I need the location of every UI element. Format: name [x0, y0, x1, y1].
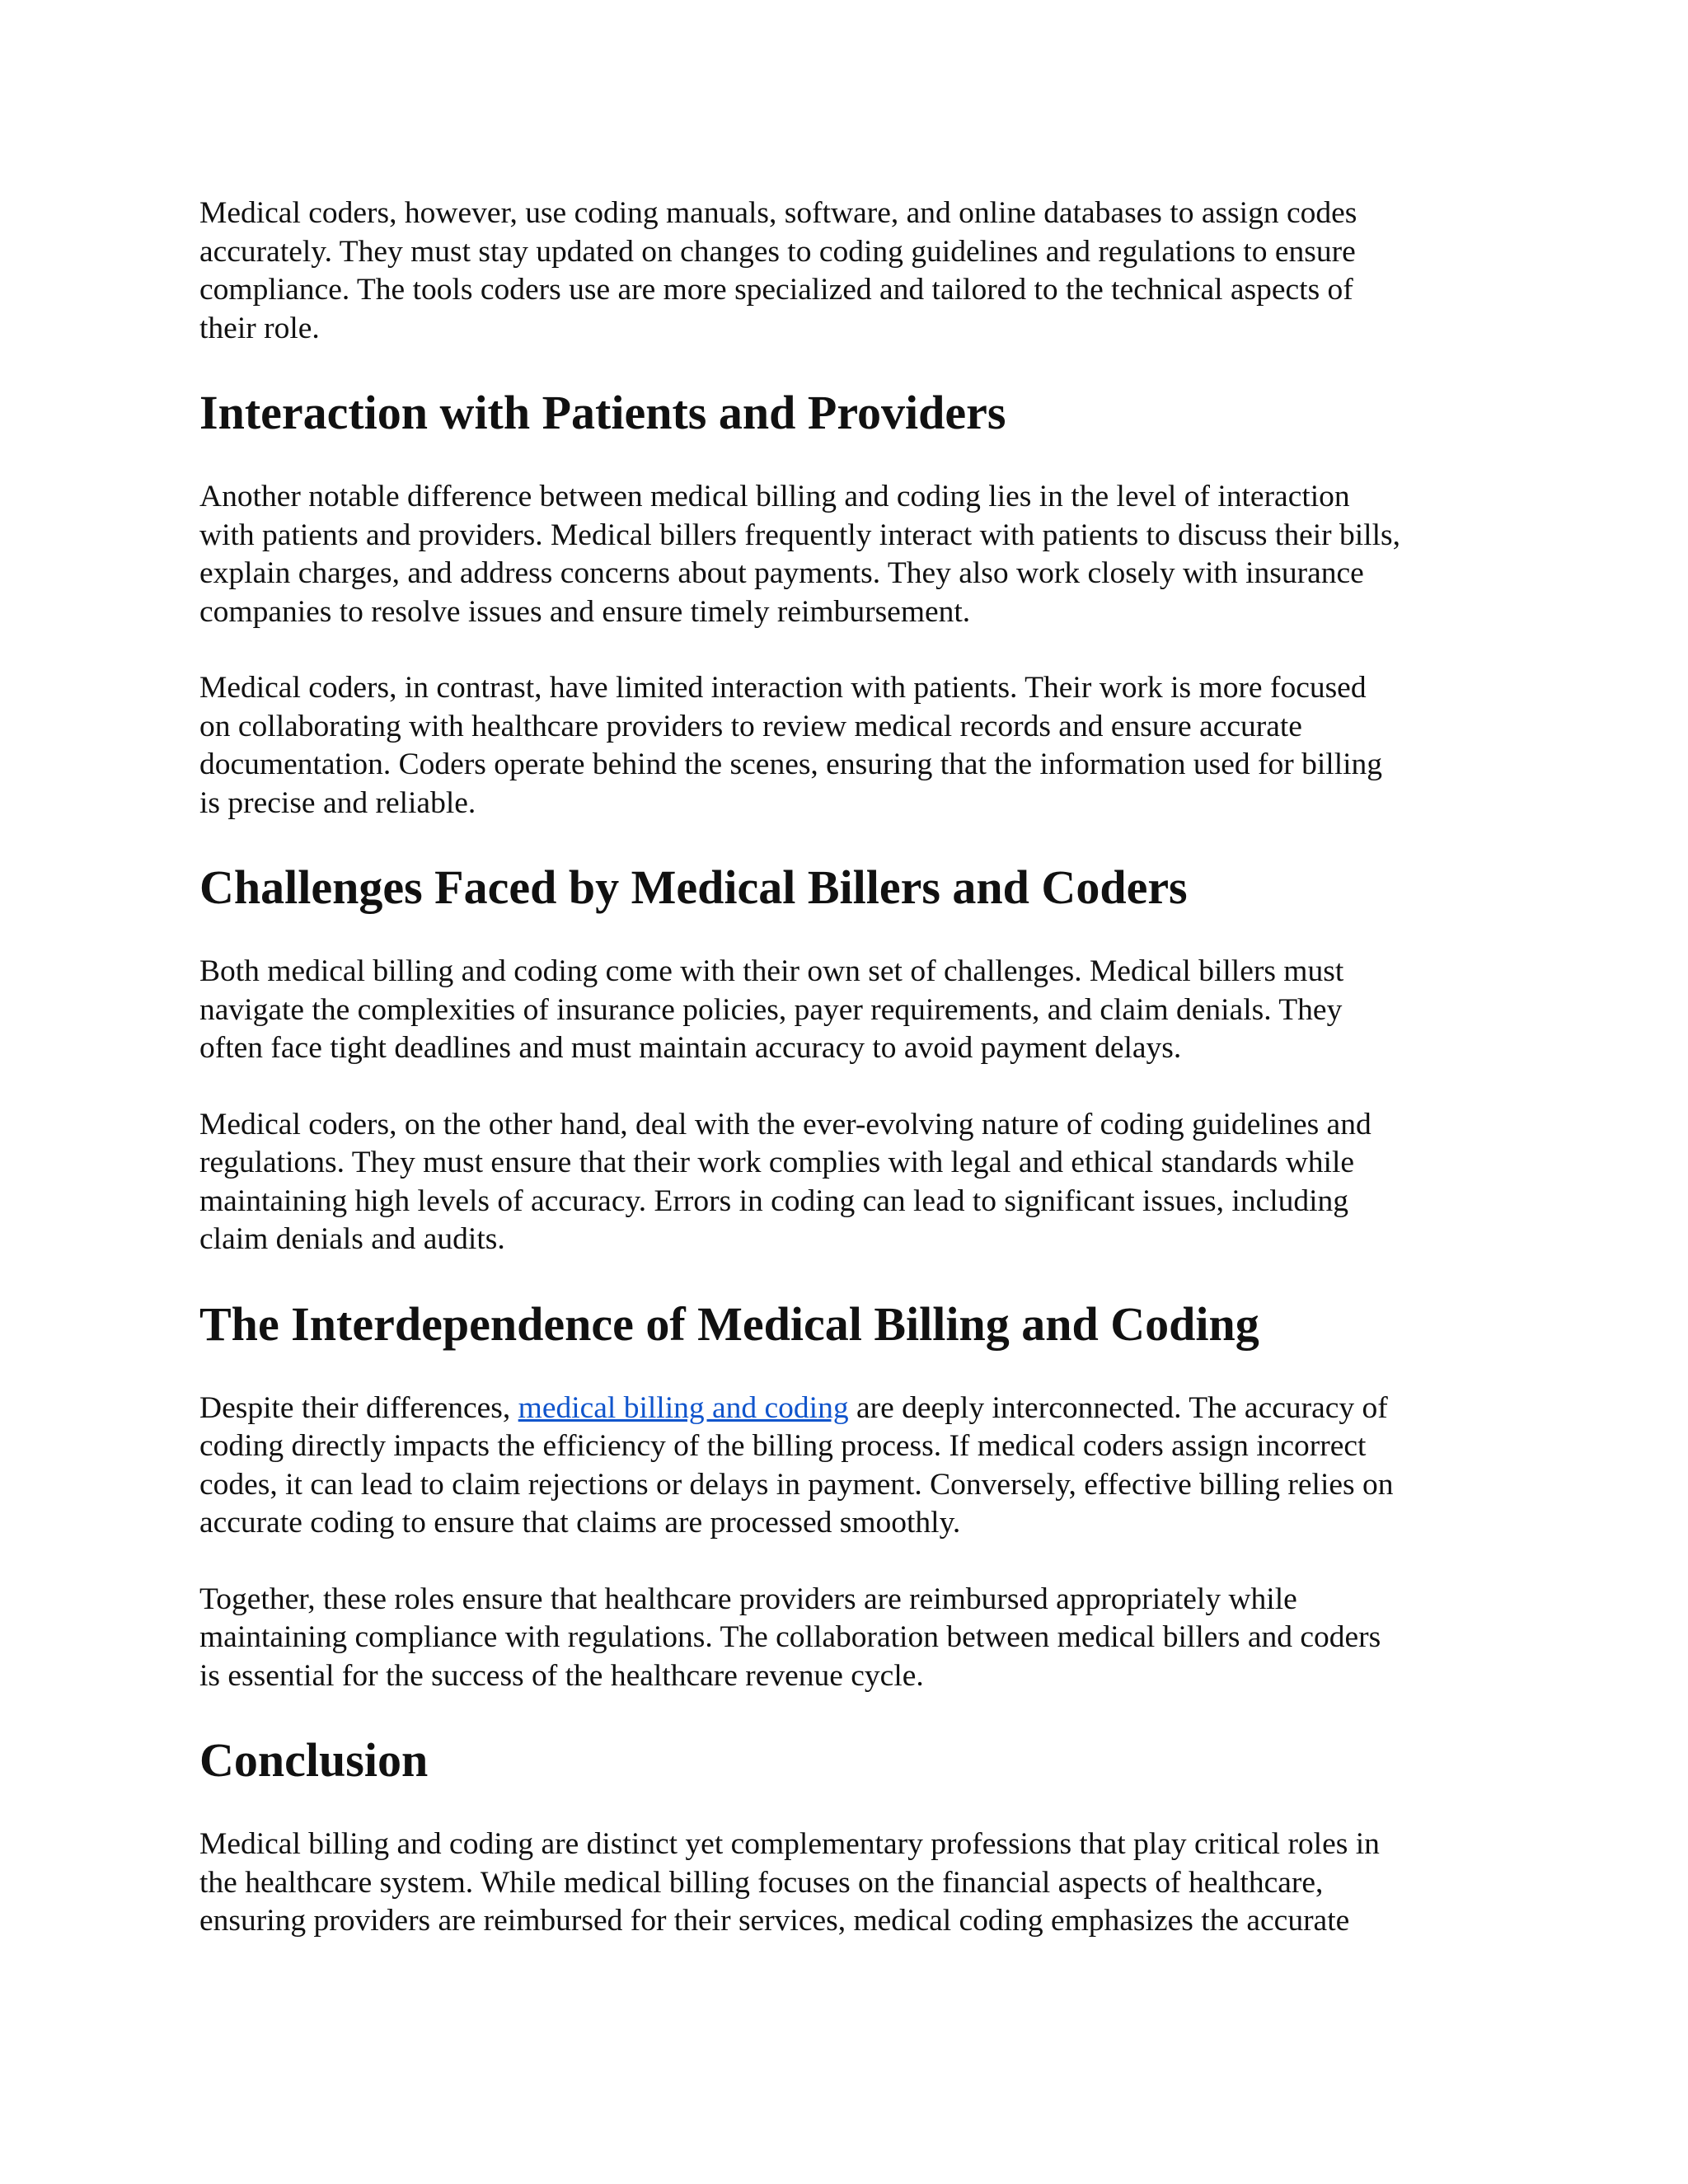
heading-challenges: Challenges Faced by Medical Billers and Coders [199, 860, 1188, 914]
paragraph-billers-interaction: Another notable difference between medical billing and coding lies in the level of interaction with patients and providers. Medical billers frequently interact with patients to discuss their bills, explain charges, and address concerns about payments. They also work closely with insurance companies to resolve issues and ensure timely reimbursement. [199, 480, 1400, 629]
paragraph-conclusion: Medical billing and coding are distinct yet complementary professions that play critical roles in the healthcare system. While medical billing focuses on the financial aspects of healthcare, ensuring providers are reimbursed for their services, medical coding emphasizes the accurate [199, 1827, 1380, 1938]
paragraph-collaboration: Together, these roles ensure that healthcare providers are reimbursed appropriately while maintaining compliance with regulations. The collaboration between medical billers and coders is essential for the success of the healthcare revenue cycle. [199, 1582, 1381, 1693]
document-page [199, 194, 1518, 1979]
paragraph-billers-challenges: Both medical billing and coding come with their own set of challenges. Medical billers must navigate the complexities of insurance policies, payer requirements, and claim denials. They often face tight deadlines and must maintain accuracy to avoid payment delays. [199, 954, 1344, 1065]
heading-interdependence: The Interdependence of Medical Billing and Coding [199, 1296, 1259, 1351]
heading-interaction: Interaction with Patients and Providers [199, 386, 1006, 439]
paragraph-interdependence [199, 1390, 1518, 1543]
paragraph-coders-interaction: Medical coders, in contrast, have limited interaction with patients. Their work is more focused on collaborating with healthcare providers to review medical records and ensure accurate documentation. Coders operate behind the scenes, ensuring that the information used for billing is precise and reliable. [199, 671, 1383, 820]
medical-billing-coding-link[interactable]: medical billing and coding [518, 1390, 849, 1425]
heading-conclusion: Conclusion [199, 1733, 429, 1787]
paragraph-interdependence-rest: are deeply interconnected. The accuracy of coding directly impacts the efficiency of the billing process. If medical coders assign incorrect codes, it can lead to claim rejections or delays in payment. Conversely, effective billing relies on accurate coding to ensure that claims are processed smoothly. [199, 1390, 1394, 1540]
paragraph-interdependence-lead: Despite their differences, [199, 1390, 518, 1425]
paragraph-coders-tools: Medical coders, however, use coding manuals, software, and online databases to assign codes accurately. They must stay updated on changes to coding guidelines and regulations to ensure compliance. The tools coders use are more specialized and tailored to the technical aspects of their role. [199, 196, 1357, 345]
paragraph-coders-challenges: Medical coders, on the other hand, deal with the ever-evolving nature of coding guidelines and regulations. They must ensure that their work complies with legal and ethical standards while maintaining high levels of accuracy. Errors in coding can lead to significant issues, including claim denials and audits. [199, 1107, 1372, 1256]
